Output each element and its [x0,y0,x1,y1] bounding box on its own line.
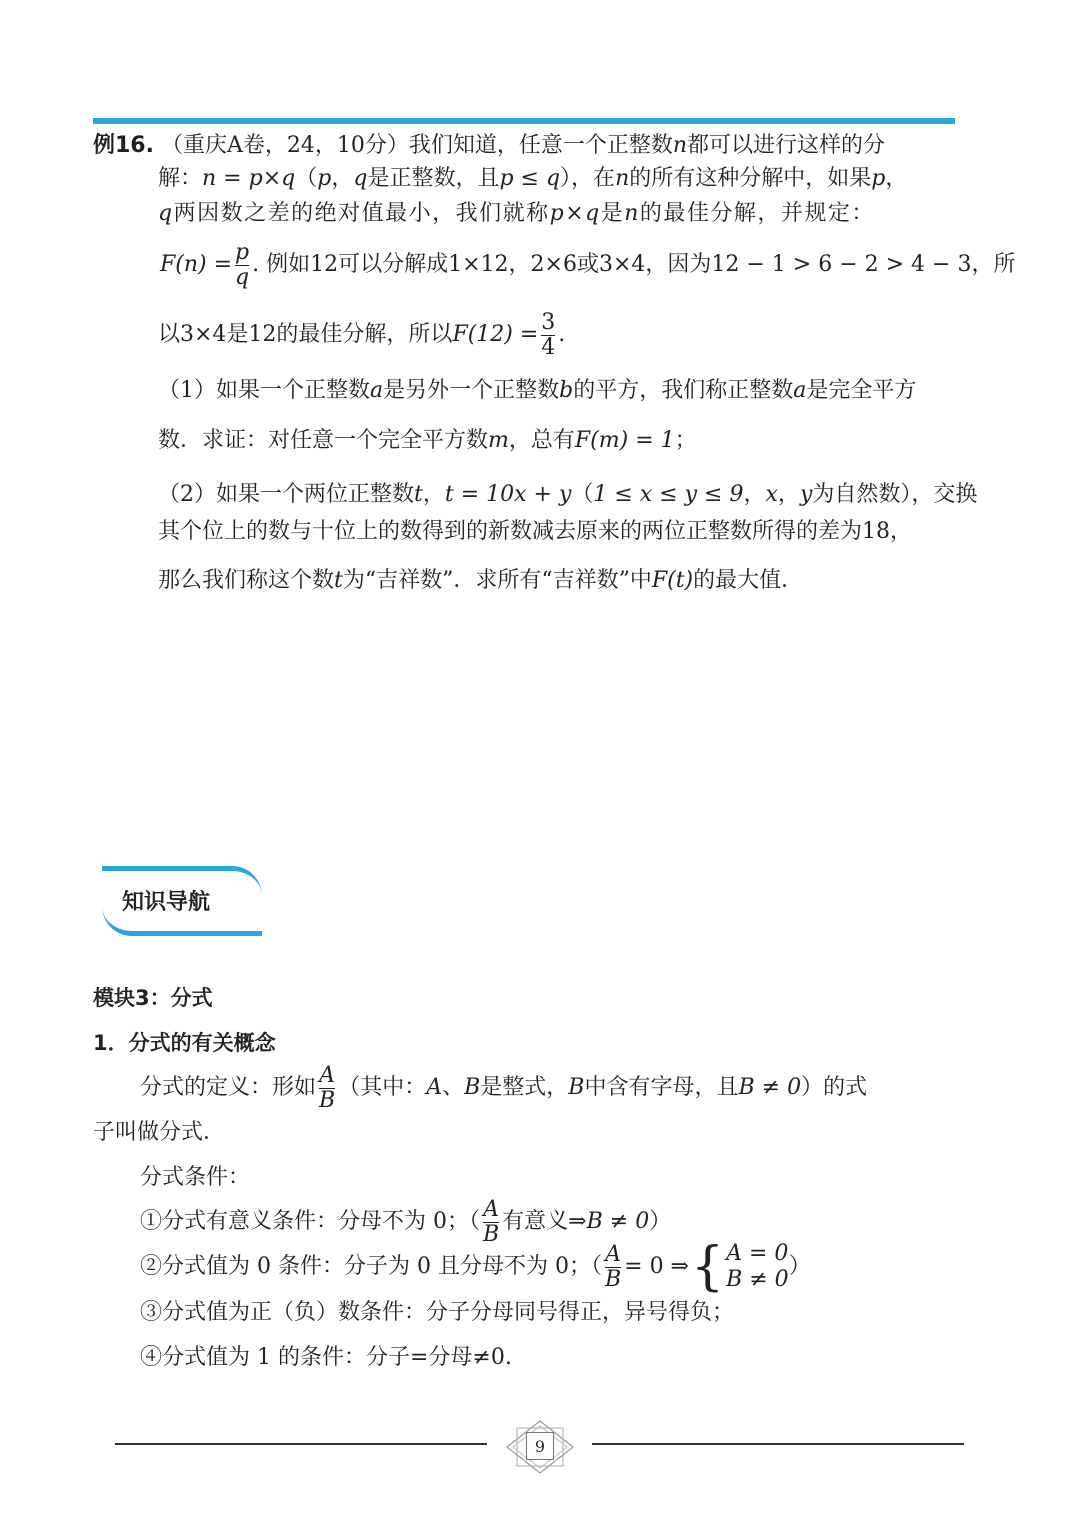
equation-system: A = 0 B ≠ 0 [726,1241,789,1292]
module-title: 模块3：分式 [93,986,213,1010]
top-accent-rule [93,118,955,124]
condition-4: ④分式值为 1 的条件：分子=分母≠0. [140,1345,512,1370]
fraction-a-over-b-c2: $\frac{A}{B}$ [604,1241,622,1292]
example-line-3: q两因数之差的绝对值最小，我们就称p×q是n的最佳分解，并规定： [158,201,875,226]
example-line-1: 例16. （重庆A卷，24，10分）我们知道，任意一个正整数n都可以进行这样的分 [93,133,886,158]
fraction-a-over-b: $\frac{A}{B}$ [319,1062,336,1113]
part1-line-2: 数．求证：对任意一个完全平方数m，总有F(m) = 1； [158,428,697,453]
condition-1: ①分式有意义条件：分母不为 0；（ $\frac{A}{B}$ 有意义⇒B ≠ 0） [140,1196,672,1247]
footer-rule-right [592,1443,964,1445]
part2-line-1: （2）如果一个两位正整数t，t = 10x + y（1 ≤ x ≤ y ≤ 9，x，y为自然数），交换 [158,482,978,507]
footer-rule-left [115,1443,487,1445]
example-line-2: 解：n = p×q（p，q是正整数，且p ≤ q），在n的所有这种分解中，如果p， [158,166,908,191]
part2-line-2: 其个位上的数与十位上的数得到的新数减去原来的两位正整数所得的差为18， [158,519,912,544]
example-line-4: F(n) = $\frac{p}{q}$ . 例如12可以分解成1×12，2×6或3×4，因为12 − 1 > 6 − 2 > 4 − 3，所 [160,239,1016,290]
part2-line-3: 那么我们称这个数t为“吉祥数”．求所有“吉祥数”中F(t)的最大值． [158,568,804,593]
part1-line-1: （1）如果一个正整数a是另外一个正整数b的平方，我们称正整数a是完全平方 [158,378,917,403]
condition-3: ③分式值为正（负）数条件：分子分母同号得正，异号得负； [140,1300,735,1325]
condition-2: ②分式值为 0 条件：分子为 0 且分母不为 0；（ $\frac{A}{B}$ = 0 ⇒{ A = 0 B ≠ 0 ） [140,1237,811,1297]
example-label: 例16. [93,133,154,158]
definition-line-2: 子叫做分式． [93,1120,226,1145]
page-number: 9 [526,1432,554,1460]
example-line-5: 以3×4是12的最佳分解，所以F(12) = $\frac{3}{4}$ . [158,309,566,360]
section-heading-1: 1．分式的有关概念 [93,1031,276,1055]
left-brace: { [691,1237,725,1297]
knowledge-nav-label: 知识导航 [122,890,211,915]
fraction-p-over-q: $\frac{p}{q}$ [235,239,250,290]
definition-line-1: 分式的定义：形如 $\frac{A}{B}$ （其中：A、B是整式，B中含有字母，且B ≠ 0）的式 [140,1062,868,1113]
fraction-a-over-b-c1: $\frac{A}{B}$ [483,1196,500,1247]
fraction-3-over-4: $\frac{3}{4}$ [541,309,556,360]
conditions-title: 分式条件： [140,1165,251,1190]
